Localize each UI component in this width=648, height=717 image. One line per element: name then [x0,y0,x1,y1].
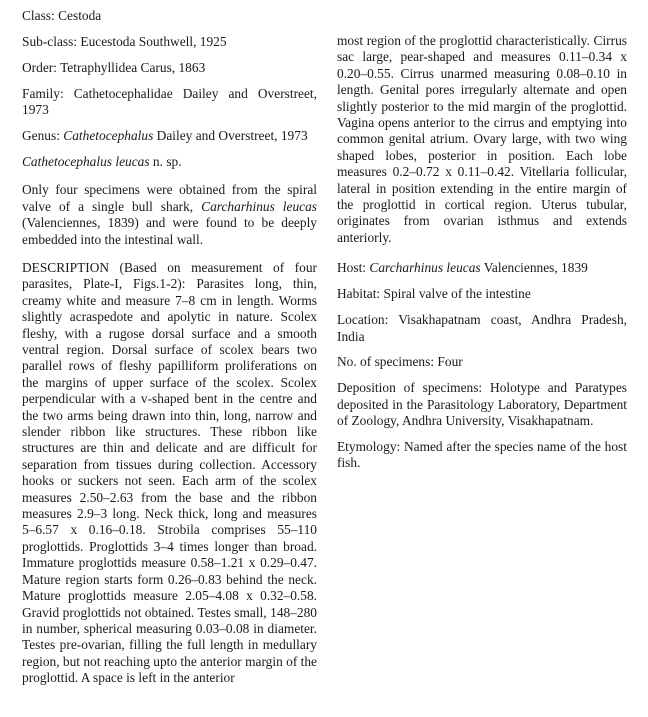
host-authority: Valenciennes, 1839 [483,260,588,276]
host-line [337,260,627,276]
order-value: Tetraphyllidea Carus, 1863 [60,59,206,75]
host-name: Carcharhinus leucas [369,260,481,276]
genus-authority: Dailey and Overstreet, 1973 [156,128,308,144]
intro-text: Only four specimens were obtained from the spiral valve of a single bull shark, [22,182,317,214]
etymology-label: Etymology: [337,439,401,455]
class-value: Cestoda [58,8,102,23]
species-heading [22,154,317,170]
intro-text-continued: (Valenciennes, 1839) and were found to be deeply embedded into the intestinal wall. [22,215,317,247]
description-continued-paragraph: most region of the proglottid characteristically. Cirrus sac large, pear-shaped and measures 0.11–0.34 x 0.20–0.55. Cirrus unarmed measuring 0.08–0.10 in length. Genital pores irregularly alternate and open slightly posterior to the mid margin of the proglottid. Vagina opens anterior to the cirrus and emptying into common genital atrium. Ovary large, with two wing shaped lobes, posterior in position. Each lobe measures 0.2–0.72 x 0.11–0.42. Vitellaria follicular, lateral in position extending in the entire margin of the proglottid in cortical region. Uterus tubular, originates from ovarian isthmus and extends anteriorly. [337,33,627,245]
specimens-label: No. of specimens: [337,354,435,370]
family-value: Cathetocephalidae Dailey and Overstreet, 1973 [22,85,317,118]
etymology-line [337,439,627,472]
order-label: Order: [22,59,57,75]
etymology-value: Named after the species name of the host fish. [337,439,627,471]
taxonomy-class [22,8,317,24]
left-column [22,8,317,696]
taxonomy-genus [22,128,317,144]
class-label: Class: [22,8,55,23]
description-paragraph: DESCRIPTION (Based on measurement of four parasites, Plate-I, Figs.1-2): Parasites long, thin, creamy white and measure 7–8 cm in length. Worms slightly acraspedote and apolytic in nature. Scolex fleshy, with a rugose dorsal surface and a smooth ventral region. Dorsal surface of scolex bears two parallel rows of fleshy papilliform proliferations on the margins of upper surface of the scolex. Scolex perpendicular with a v-shaped bent in the centre and the two arms being drawn into thin, long, narrow and slender ribbon like structures. These ribbon like structures are thin and delicate and are difficult for separation from tissues during collection. Accessory hooks or suckers not seen. Each arm of the scolex measures 2.50–2.63 from the base and the ribbon measures 2.9–3 long. Neck thick, long and measures 5–6.57 x 0.16–0.18. Strobila comprises 55–110 proglottids. Proglottids 3–4 times longer than broad. Immature proglottids measure 0.58–1.21 x 0.29–0.47. Mature region starts form 0.26–0.83 behind the neck. Mature proglottids measure 2.05–4.08 x 0.32–0.58. Gravid proglottids not obtained. Testes small, 148–280 in number, spherical measuring 0.03–0.08 in diameter. Testes pre-ovarian, filling the full length in medullary region, but not reaching upto the anterior margin of the proglottid. A space is left in the anterior [22,259,318,686]
right-column [337,33,627,481]
location-label: Location: [337,312,389,328]
specimens-line [337,354,627,370]
habitat-value: Spiral valve of the intestine [383,286,531,302]
habitat-label: Habitat: [337,286,381,302]
habitat-line [337,286,627,302]
genus-name: Cathetocephalus [63,128,154,144]
deposition-value: Holotype and Paratypes deposited in the Parasitology Laboratory, Department of Zoology, Andhra University, Visakhapatnam. [337,380,627,429]
genus-label: Genus: [22,128,60,144]
subclass-value: Eucestoda Southwell, 1925 [80,33,227,49]
species-suffix: n. sp. [152,153,182,169]
subclass-label: Sub-class: [22,33,78,49]
intro-host-name: Carcharhinus leucas [201,198,317,214]
taxonomy-order [22,60,317,76]
species-name: Cathetocephalus leucas [22,153,150,169]
taxonomy-family [22,86,317,119]
intro-paragraph [22,182,317,248]
location-line [337,312,627,345]
family-label: Family: [22,85,64,101]
deposition-label: Deposition of specimens: [337,380,483,396]
specimens-value: Four [437,354,463,370]
deposition-line [337,380,627,429]
taxonomy-subclass [22,34,317,50]
location-value: Visakhapatnam coast, Andhra Pradesh, India [337,312,627,344]
host-label: Host: [337,260,367,276]
